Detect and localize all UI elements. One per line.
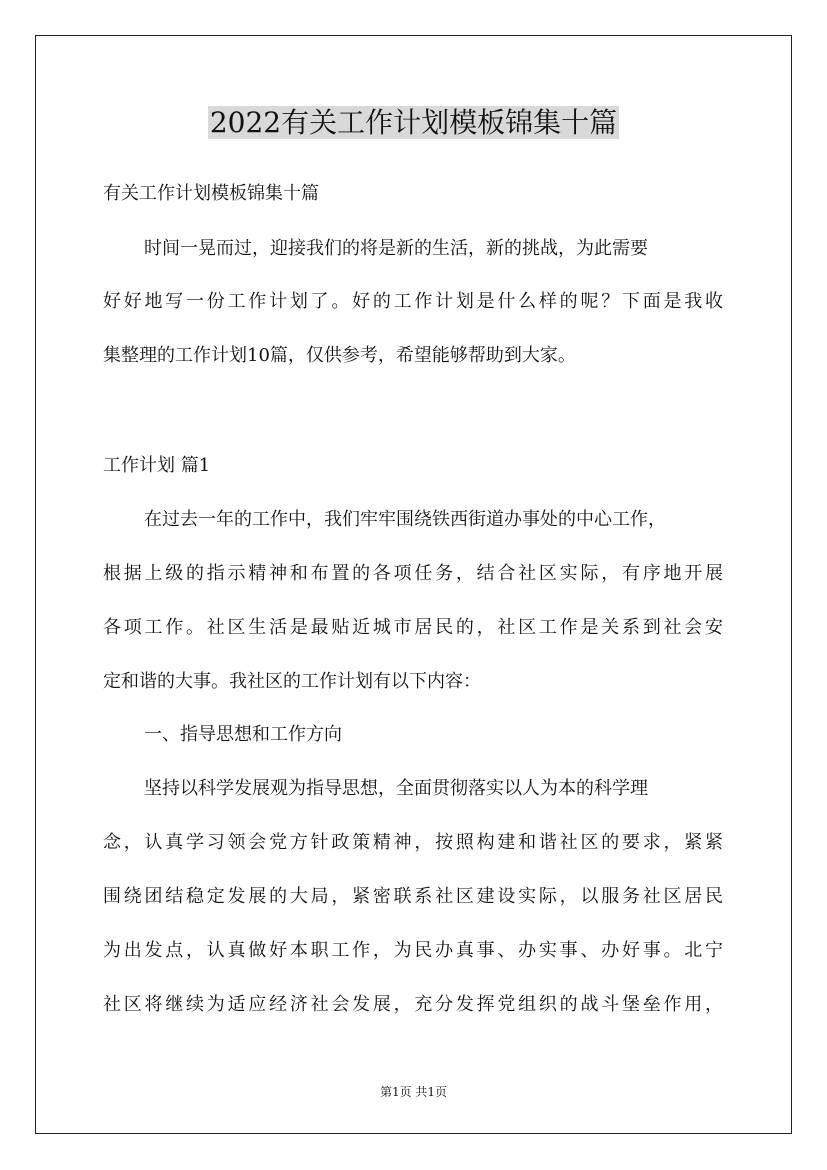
document-subtitle: 有关工作计划模板锦集十篇	[103, 183, 319, 204]
body-line-5: 社区将继续为适应经济社会发展，充分发挥党组织的战斗堡垒作用，	[103, 994, 723, 1015]
intro-line-1: 时间一晃而过，迎接我们的将是新的生活，新的挑战，为此需要	[144, 238, 648, 259]
page-footer: 第1页 共1页	[379, 1085, 448, 1099]
body-line-4: 为出发点，认真做好本职工作，为民办真事、办实事、办好事。北宁	[103, 940, 723, 961]
intro-line-2: 好好地写一份工作计划了。好的工作计划是什么样的呢？下面是我收	[103, 291, 723, 312]
section-line-3: 各项工作。社区生活是最贴近城市居民的，社区工作是关系到社会安	[103, 617, 723, 638]
body-line-3: 围绕团结稳定发展的大局，紧密联系社区建设实际，以服务社区居民	[103, 886, 723, 907]
body-line-1: 坚持以科学发展观为指导思想，全面贯彻落实以人为本的科学理	[144, 778, 648, 799]
section-line-2: 根据上级的指示精神和布置的各项任务，结合社区实际，有序地开展	[103, 563, 723, 584]
document-title-text: 2022有关工作计划模板锦集十篇	[209, 106, 618, 139]
subheading-guiding-thought: 一、指导思想和工作方向	[144, 724, 342, 745]
document-title	[0, 103, 827, 143]
section-line-1: 在过去一年的工作中，我们牢牢围绕铁西街道办事处的中心工作，	[144, 509, 666, 530]
intro-line-3: 集整理的工作计划10篇，仅供参考，希望能够帮助到大家。	[103, 345, 576, 366]
section-heading: 工作计划 篇1	[103, 455, 211, 476]
section-line-4: 定和谐的大事。我社区的工作计划有以下内容：	[103, 671, 481, 692]
body-line-2: 念，认真学习领会党方针政策精神，按照构建和谐社区的要求，紧紧	[103, 832, 723, 853]
